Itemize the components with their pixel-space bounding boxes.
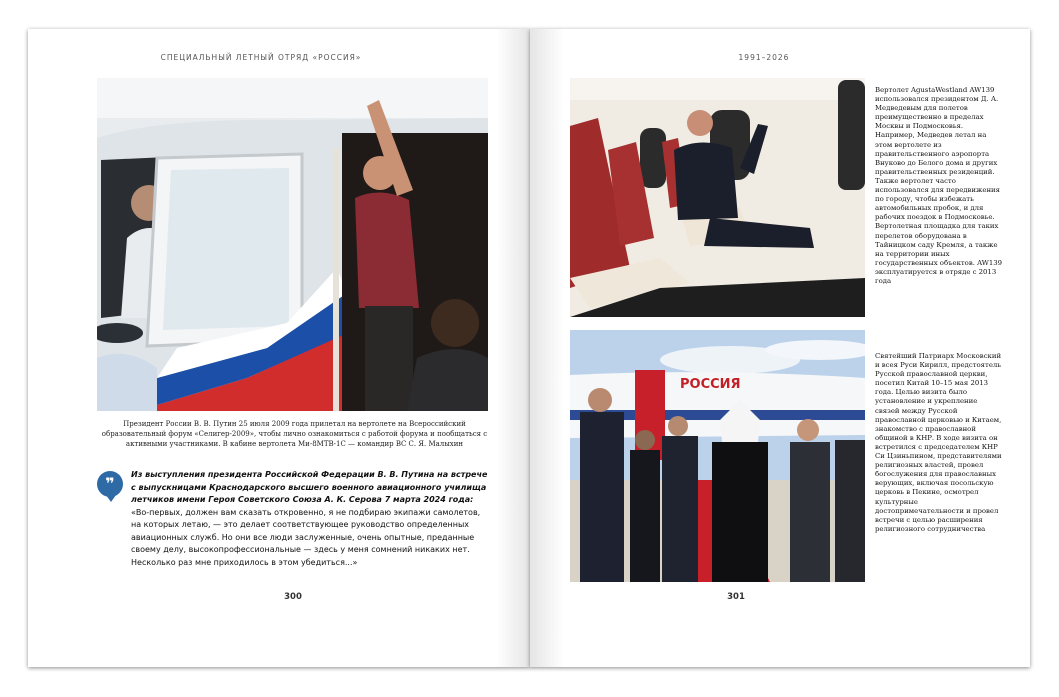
left-page	[28, 29, 530, 667]
quote-icon: ❞	[97, 471, 123, 497]
right-gutter-shadow	[530, 29, 564, 667]
quote-intro: Из выступления президента Российской Федерации В. В. Путина на встрече с выпускницами Краснодарского высшего военного авиационного училища летчиков имени Героя Советского Союза А. К. Серова 7 марта 2024 года:	[131, 470, 488, 504]
helicopter-caption: Вертолет AgustaWestland AW139 использовался президентом Д. А. Медведевым для полетов преимущественно в пределах Москвы и Подмосковья. Например, Медведев летал на этом вертолете из правительственного аэропорта Внуково до Белого дома и других правительственных резиденций. Также вертолет часто использовался для передвижения по городу, чтобы избежать автомобильных пробок, и для рабочих поездок в Подмосковье. Вертолетная площадка для таких перелетов оборудована в Тайницком саду Кремля, а также на территории иных государственных объектов. AW139 эксплуатируется в отряде с 2013 года	[875, 86, 1003, 285]
quote-text: «Во-первых, должен вам сказать откровенно, я не подбираю экипажи самолетов, на которых летаю, — это делает соответствующее руководство определенных авиационных служб. Но они все люди заслуженные, очень опытные, преданные своему делу, высокопрофессиональные — здесь у меня сомнений никаких нет. Несколько раз мне приходилось в этом убедиться...»	[131, 507, 481, 567]
right-page	[530, 29, 1030, 667]
right-running-head: 1991–2026	[738, 53, 790, 62]
left-gutter-shadow	[496, 29, 530, 667]
aircraft-lettering: РОССИЯ	[680, 377, 741, 392]
helicopter-cabin-photo	[570, 78, 865, 317]
left-page-number: 300	[284, 592, 302, 602]
right-page-number: 301	[727, 592, 745, 602]
patriarch-caption: Святейший Патриарх Московский и всея Руси Кирилл, предстоятель Русской православной церкви, посетил Китай 10–15 мая 2013 года. Целью визита было установление и укрепление связей между Русской православной церковью и Китаем, знакомство с православной общиной в КНР. В ходе визита он встретился с председателем КНР Си Цзиньпином, представителями религиозных властей, провел богослужения для православных верующих, включая посольскую церковь в Пекине, осмотрел культурные достопримечательности и провел встречи с целью расширения религиозного сотрудничества	[875, 352, 1002, 533]
quote-block	[131, 469, 491, 569]
patriarch-visit-photo	[570, 330, 865, 582]
helicopter-door-photo	[97, 78, 488, 411]
left-running-head: СПЕЦИАЛЬНЫЙ ЛЕТНЫЙ ОТРЯД «РОССИЯ»	[160, 53, 362, 62]
left-photo-caption: Президент России В. В. Путин 25 июля 2009 года прилетал на вертолете на Всероссийский образовательный форум «Селигер-2009», чтобы лично ознакомиться с работой форума и пообщаться с активными участниками. В кабине вертолета Ми-8МТВ-1С — командир ВС С. Я. Малыхин	[101, 420, 488, 448]
